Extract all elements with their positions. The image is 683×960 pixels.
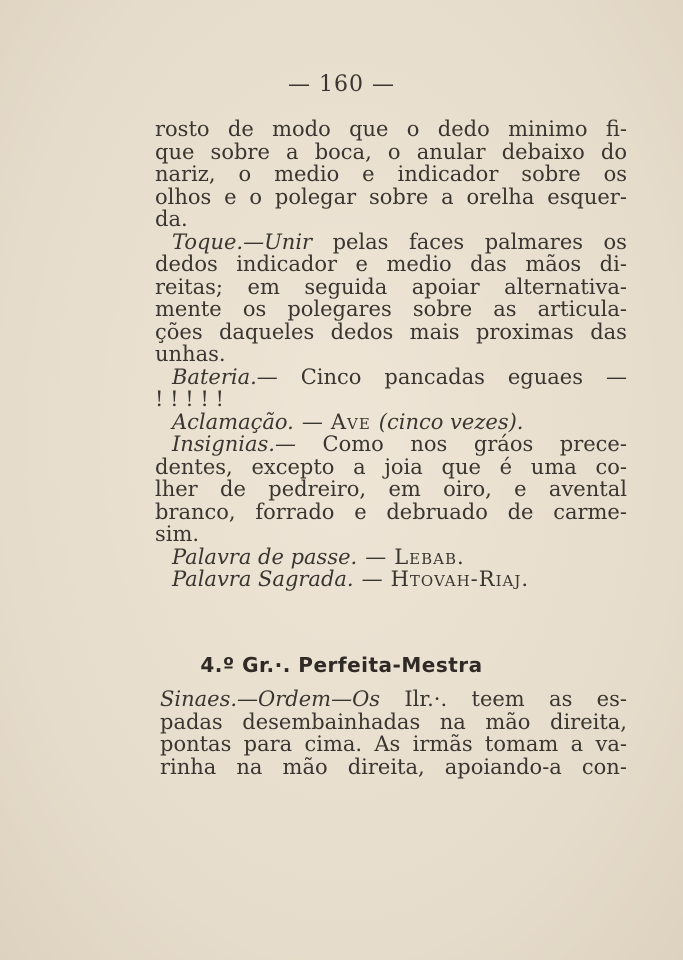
small-caps-term: Lebab. <box>394 544 465 569</box>
section-heading: 4.º Gr.·. Perfeita-Mestra <box>200 653 483 677</box>
word: excepto <box>251 454 335 479</box>
word: nos <box>410 432 448 456</box>
text-line <box>155 208 627 231</box>
italic-term: Bateria.— <box>172 364 278 389</box>
word: os <box>242 297 267 321</box>
word: e <box>354 499 367 524</box>
word: debaixo <box>501 139 585 164</box>
text-line <box>155 253 627 276</box>
word: Como <box>322 432 384 456</box>
word: anular <box>416 139 486 164</box>
word: as <box>549 687 573 711</box>
word: joia <box>384 454 423 479</box>
word: irmãs <box>412 732 473 756</box>
word: apoiar <box>411 274 480 299</box>
text-fragment: unhas. <box>155 342 226 366</box>
text-line <box>155 118 627 141</box>
word: sobre <box>412 297 473 321</box>
word: que <box>349 117 389 141</box>
word: boca, <box>314 139 372 164</box>
word: alternativa- <box>504 274 627 299</box>
word: uma <box>530 454 577 479</box>
word: o <box>387 139 401 164</box>
word: proximas <box>475 319 574 344</box>
text-line <box>155 276 627 299</box>
word: o <box>406 117 420 141</box>
word: indicador <box>236 252 338 276</box>
word: faces <box>408 229 465 254</box>
word: as <box>493 297 517 321</box>
word: medio <box>386 252 452 276</box>
word: o <box>238 162 252 186</box>
small-caps-term: Ave <box>330 409 371 434</box>
word: prece- <box>559 432 627 456</box>
word: direita, <box>347 754 425 779</box>
word: padas <box>160 709 223 734</box>
word: direita, <box>550 709 627 734</box>
word: mais <box>409 319 460 344</box>
text-line <box>160 688 627 711</box>
text-fragment: — <box>361 567 383 591</box>
word: modo <box>272 117 331 141</box>
word: indicador <box>397 162 499 186</box>
word: dentes, <box>155 454 233 479</box>
text-block-2 <box>160 688 627 778</box>
word: di- <box>599 252 627 276</box>
word: ções <box>155 319 203 344</box>
word: mão <box>485 709 531 734</box>
word: co- <box>595 454 627 479</box>
italic-term: Palavra de passe. <box>172 544 358 569</box>
word: Cinco <box>300 364 362 389</box>
text-line <box>155 456 627 479</box>
word: das <box>590 319 627 344</box>
word: oiro, <box>443 477 492 501</box>
text-block <box>155 117 627 591</box>
word: a <box>286 139 299 164</box>
text-line <box>155 501 627 524</box>
text-line <box>155 523 627 546</box>
text-line <box>155 478 627 501</box>
word: articula- <box>537 297 627 321</box>
text-line <box>172 231 627 254</box>
word: a <box>441 184 454 209</box>
word: na <box>439 709 466 734</box>
word: pedreiro, <box>268 477 367 501</box>
italic-term: Insignias.— <box>172 432 296 456</box>
text-fragment: ! ! ! ! ! <box>155 387 224 411</box>
word: medio <box>274 162 340 186</box>
word: es- <box>596 687 627 711</box>
word: e <box>362 162 375 186</box>
word: desembainhadas <box>242 709 421 734</box>
small-caps-term: Htovah-Riaj. <box>390 567 530 591</box>
text-line <box>155 163 627 186</box>
word: de <box>220 477 246 501</box>
text-line <box>155 321 627 344</box>
word: seguida <box>304 274 388 299</box>
word: apoiando-a <box>444 754 562 779</box>
word: que <box>441 454 481 479</box>
word: e <box>514 477 527 501</box>
word: mãos <box>525 252 582 276</box>
text-fragment: — <box>365 544 387 569</box>
word: sobre <box>521 162 581 186</box>
word: branco, <box>155 499 236 524</box>
word: carme- <box>553 499 627 524</box>
text-line <box>155 298 627 321</box>
word: pancadas <box>384 364 485 389</box>
text-fragment: da. <box>155 207 188 231</box>
word: reitas; <box>155 274 223 299</box>
word: pontas <box>160 732 232 756</box>
word: teem <box>471 687 525 711</box>
word: os <box>603 162 627 186</box>
word: de <box>507 499 534 524</box>
word: daqueles <box>218 319 315 344</box>
text-fragment: sim. <box>155 522 200 546</box>
word: os <box>603 229 627 254</box>
word: debruado <box>386 499 488 524</box>
italic-term: Toque.—Unir <box>172 229 313 254</box>
word: rinha <box>160 754 217 779</box>
word: sobre <box>368 184 429 209</box>
word: orelha <box>466 184 535 209</box>
text-line <box>155 388 627 411</box>
italic-term: Aclamação. <box>172 409 294 434</box>
word: dedos <box>330 319 394 344</box>
word: dedo <box>437 117 490 141</box>
word: minimo <box>508 117 588 141</box>
text-line <box>172 433 627 456</box>
word: pelas <box>332 229 389 254</box>
word: Ilr.·. <box>404 687 448 711</box>
word: cima. <box>304 732 363 756</box>
word: a <box>570 732 584 756</box>
text-fragment: — <box>301 409 323 434</box>
italic-term: Sinaes.—Ordem—Os <box>160 687 381 711</box>
word: mente <box>155 297 222 321</box>
word: lher <box>155 477 198 501</box>
word: avental <box>548 477 627 501</box>
italic-term: Palavra Sagrada. <box>172 567 354 591</box>
word: olhos <box>155 184 212 209</box>
word: con- <box>581 754 627 779</box>
word: é <box>499 454 513 479</box>
word: polegares <box>287 297 392 321</box>
word: mão <box>282 754 328 779</box>
word: polegar <box>274 184 357 209</box>
text-line <box>172 411 627 434</box>
word: forrado <box>255 499 335 524</box>
word: a <box>353 454 366 479</box>
text-line <box>155 141 627 164</box>
text-line <box>155 186 627 209</box>
word: o <box>249 184 263 209</box>
word: — <box>605 364 627 389</box>
word: sobre <box>210 139 270 164</box>
text-line <box>160 711 627 734</box>
word: tomam <box>484 732 559 756</box>
text-line <box>172 568 627 591</box>
word: em <box>388 477 421 501</box>
word: dedos <box>155 252 218 276</box>
word: e <box>355 252 368 276</box>
text-line <box>172 546 627 569</box>
word: na <box>236 754 263 779</box>
text-line <box>155 343 627 366</box>
word: nariz, <box>155 162 216 186</box>
word: para <box>243 732 293 756</box>
word: palmares <box>484 229 584 254</box>
italic-term: (cinco vezes). <box>378 409 524 434</box>
word: de <box>227 117 254 141</box>
word: esquer- <box>547 184 627 209</box>
word: fi- <box>605 117 627 141</box>
text-line <box>160 733 627 756</box>
word: que <box>155 139 195 164</box>
word: rosto <box>155 117 210 141</box>
word: em <box>247 274 280 299</box>
word: va- <box>595 732 627 756</box>
word: gráos <box>473 432 534 456</box>
word: do <box>600 139 627 164</box>
word: eguaes <box>507 364 583 389</box>
text-line <box>172 366 627 389</box>
text-line <box>160 756 627 779</box>
word: As <box>374 732 401 756</box>
word: das <box>470 252 507 276</box>
page-number: — 160 — <box>288 72 395 97</box>
word: e <box>224 184 237 209</box>
